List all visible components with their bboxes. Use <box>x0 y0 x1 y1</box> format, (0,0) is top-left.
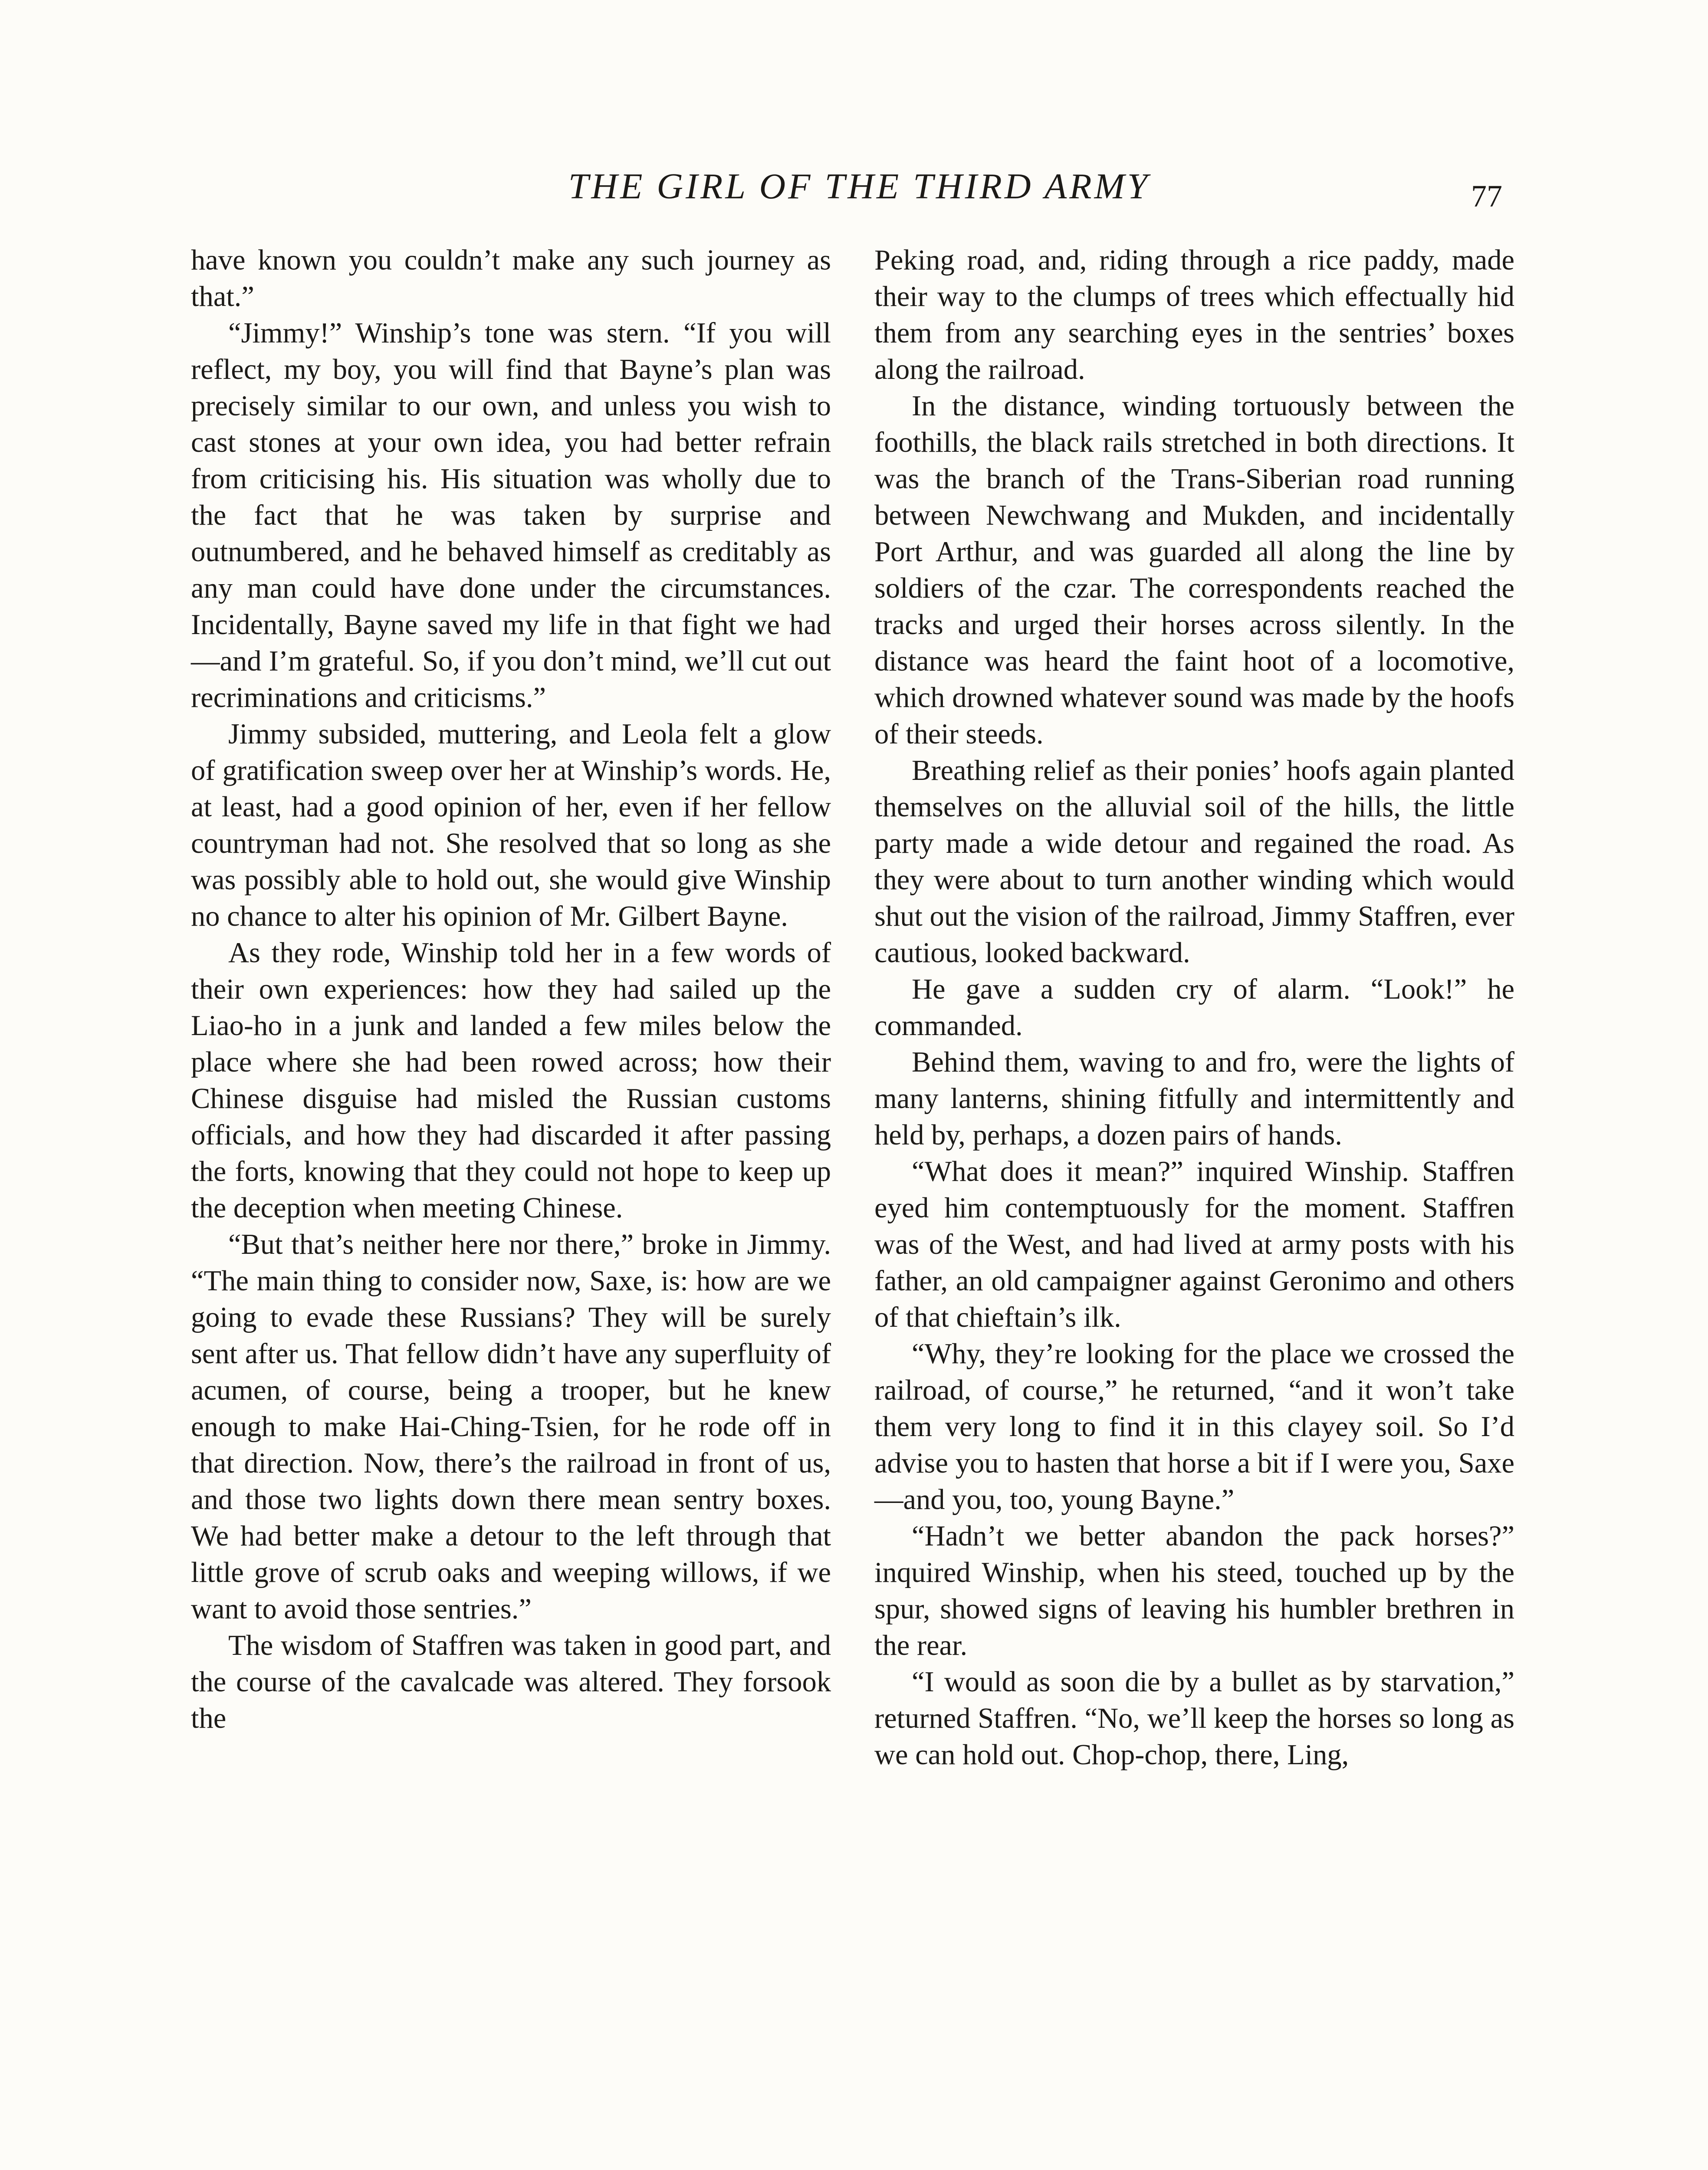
paragraph: Breathing relief as their ponies’ hoofs again planted themselves on the alluvial soil of the hills, the little party made a wide detour and regained the road. As they were about to turn another winding which would shut out the vision of the railroad, Jimmy Staffren, ever cautious, looked backward. <box>874 755 1514 969</box>
paragraph: have known you couldn’t make any such journey as that.” <box>191 244 831 312</box>
left-column <box>191 242 831 1737</box>
paragraph: The wisdom of Staffren was taken in good part, and the course of the cavalcade was altered. They forsook the <box>191 1630 831 1734</box>
running-head-title: THE GIRL OF THE THIRD ARMY <box>568 166 1150 207</box>
paragraph: Behind them, waving to and fro, were the lights of many lanterns, shining fitfully and intermittently and held by, perhaps, a dozen pairs of hands. <box>874 1046 1514 1151</box>
paragraph: As they rode, Winship told her in a few words of their own experiences: how they had sailed up the Liao-ho in a junk and landed a few miles below the place where she had been rowed across; how their Chinese disguise had misled the Russian customs officials, and how they had discarded it after passing the forts, knowing that they could not hope to keep up the deception when meeting Chinese. <box>191 937 831 1224</box>
paragraph: Jimmy subsided, muttering, and Leola felt a glow of gratification sweep over her at Winship’s words. He, at least, had a good opinion of her, even if her fellow countryman had not. She resolved that so long as she was possibly able to hold out, she would give Winship no chance to alter his opinion of Mr. Gilbert Bayne. <box>191 718 831 932</box>
paragraph: In the distance, winding tortuously between the foothills, the black rails stretched in both directions. It was the branch of the Trans-Siberian road running between Newchwang and Mukden, and incidentally Port Arthur, and was guarded all along the line by soldiers of the czar. The correspondents reached the tracks and urged their horses across silently. In the distance was heard the faint hoot of a locomotive, which drowned whatever sound was made by the hoofs of their steeds. <box>874 390 1514 750</box>
paragraph: “But that’s neither here nor there,” broke in Jimmy. “The main thing to consider now, Saxe, is: how are we going to evade these Russians? They will be surely sent after us. That fellow didn’t have any superfluity of acumen, of course, being a trooper, but he knew enough to make Hai-Ching-Tsien, for he rode off in that direction. Now, there’s the railroad in front of us, and those two lights down there mean sentry boxes. We had better make a detour to the left through that little grove of scrub oaks and weeping willows, if we want to avoid those sentries.” <box>191 1229 831 1625</box>
paragraph: “What does it mean?” inquired Winship. Staffren eyed him contemptuously for the moment. Staffren was of the West, and had lived at army posts with his father, an old campaigner against Geronimo and others of that chieftain’s ilk. <box>874 1156 1514 1333</box>
paragraph: “I would as soon die by a bullet as by starvation,” returned Staffren. “No, we’ll keep the horses so long as we can hold out. Chop-chop, there, Ling, <box>874 1666 1514 1771</box>
right-column <box>874 242 1514 1773</box>
paragraph: “Hadn’t we better abandon the pack horses?” inquired Winship, when his steed, touched up by the spur, showed signs of leaving his humbler brethren in the rear. <box>874 1520 1514 1661</box>
paragraph: “Jimmy!” Winship’s tone was stern. “If you will reflect, my boy, you will find that Bayne’s plan was precisely similar to our own, and unless you wish to cast stones at your own idea, you had better refrain from criticising his. His situation was wholly due to the fact that he was taken by surprise and outnumbered, and he behaved himself as creditably as any man could have done under the circumstances. Incidentally, Bayne saved my life in that fight we had—and I’m grateful. So, if you don’t mind, we’ll cut out recriminations and criticisms.” <box>191 317 831 713</box>
paragraph: Peking road, and, riding through a rice paddy, made their way to the clumps of trees which effectually hid them from any searching eyes in the sentries’ boxes along the railroad. <box>874 244 1514 385</box>
paragraph: He gave a sudden cry of alarm. “Look!” he commanded. <box>874 973 1514 1042</box>
paragraph: “Why, they’re looking for the place we crossed the railroad, of course,” he returned, “and it won’t take them very long to find it in this clayey soil. So I’d advise you to hasten that horse a bit if I were you, Saxe—and you, too, young Bayne.” <box>874 1338 1514 1516</box>
page-number: 77 <box>1471 179 1502 214</box>
